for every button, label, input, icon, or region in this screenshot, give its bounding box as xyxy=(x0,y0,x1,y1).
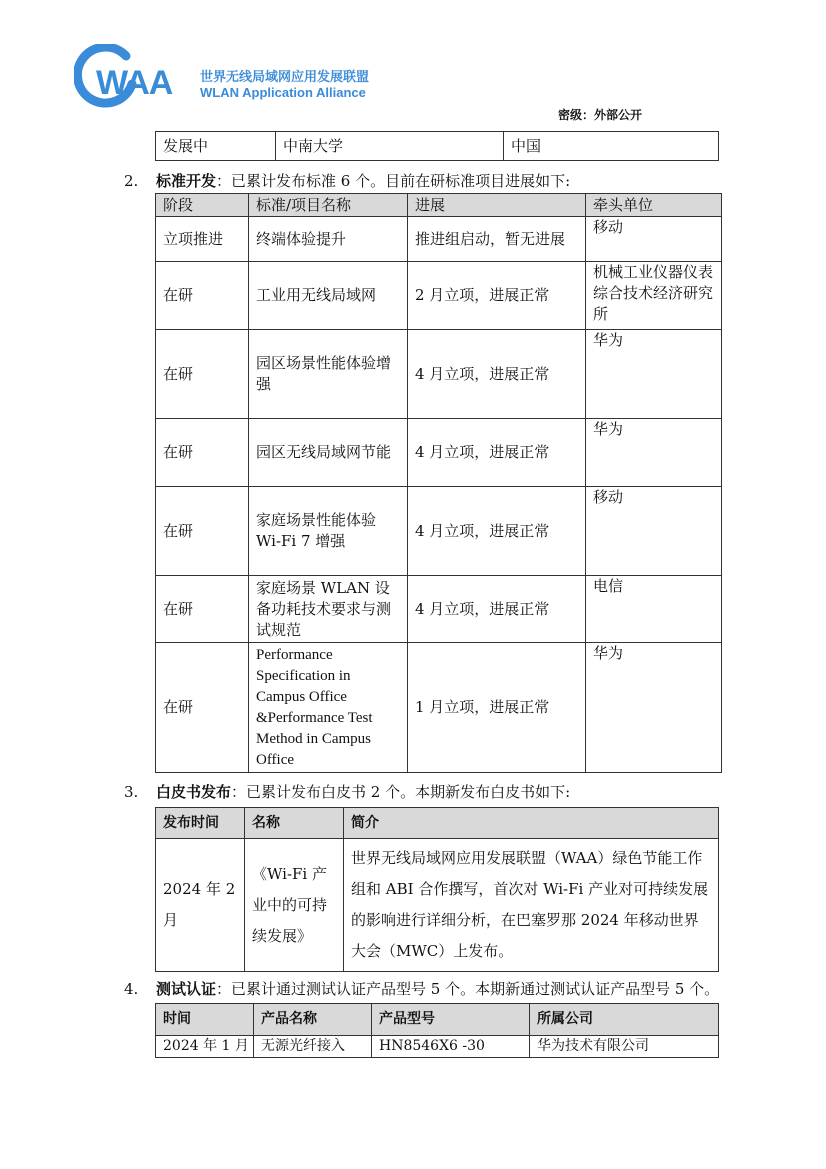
confidentiality-label: 密级：外部公开 xyxy=(558,108,643,122)
table-cell: 华为 xyxy=(586,643,722,773)
column-header: 进展 xyxy=(408,194,586,217)
column-header: 时间 xyxy=(156,1004,254,1036)
continued-table xyxy=(155,131,719,161)
standards-table xyxy=(155,193,722,773)
table-cell: 园区无线局域网节能 xyxy=(249,419,408,487)
table-cell: 2024 年 1 月 xyxy=(156,1036,254,1058)
section-title: 测试认证 xyxy=(156,980,217,998)
table-cell: 4 月立项，进展正常 xyxy=(408,419,586,487)
column-header: 标准/项目名称 xyxy=(249,194,408,217)
table-header-row xyxy=(156,1004,719,1036)
table-cell: 无源光纤接入 xyxy=(254,1036,372,1058)
table-cell: 家庭场景 WLAN 设备功耗技术要求与测试规范 xyxy=(249,576,408,643)
table-row xyxy=(156,217,722,262)
table-cell: 机械工业仪器仪表综合技术经济研究所 xyxy=(586,262,722,330)
section-text: ：已累计发布白皮书 2 个。本期新发布白皮书如下: xyxy=(231,783,571,801)
section-number: 2. xyxy=(124,172,139,190)
table-row xyxy=(156,262,722,330)
table-cell: 在研 xyxy=(156,419,249,487)
column-header: 产品型号 xyxy=(372,1004,530,1036)
section-number: 4. xyxy=(124,980,139,998)
section-2-heading xyxy=(124,170,570,191)
table-header-row xyxy=(156,194,722,217)
table-row xyxy=(156,643,722,773)
table-cell: 工业用无线局域网 xyxy=(249,262,408,330)
table-row xyxy=(156,839,719,972)
waa-logo-text: WAA xyxy=(96,64,173,102)
section-text: ：已累计通过测试认证产品型号 5 个。本期新通过测试认证产品型号 5 个。 xyxy=(216,980,720,998)
table-row xyxy=(156,1036,719,1058)
table-row xyxy=(156,487,722,576)
table-cell: 4 月立项，进展正常 xyxy=(408,330,586,419)
table-cell: 4 月立项，进展正常 xyxy=(408,576,586,643)
column-header: 发布时间 xyxy=(156,808,245,839)
table-cell: HN8546X6 -30 xyxy=(372,1036,530,1058)
table-cell: 在研 xyxy=(156,643,249,773)
table-cell: 终端体验提升 xyxy=(249,217,408,262)
table-cell: 世界无线局域网应用发展联盟（WAA）绿色节能工作组和 ABI 合作撰写，首次对 Wi-Fi 产业对可持续发展的影响进行详细分析，在巴塞罗那 2024 年移动世界大会（MWC）上发布。 xyxy=(344,839,719,972)
section-title: 白皮书发布 xyxy=(156,783,232,801)
table-cell: 华为技术有限公司 xyxy=(530,1036,719,1058)
org-name-en: WLAN Application Alliance xyxy=(200,85,366,100)
table-cell: 1 月立项，进展正常 xyxy=(408,643,586,773)
table-cell: 在研 xyxy=(156,576,249,643)
table-cell: Performance Specification in Campus Office &Performance Test Method in Campus Office xyxy=(249,643,408,773)
column-header: 牵头单位 xyxy=(586,194,722,217)
column-header: 产品名称 xyxy=(254,1004,372,1036)
column-header: 简介 xyxy=(344,808,719,839)
section-3-heading xyxy=(124,781,570,802)
table-cell: 电信 xyxy=(586,576,722,643)
table-row xyxy=(156,576,722,643)
certification-table xyxy=(155,1003,719,1058)
table-cell: 《Wi-Fi 产业中的可持续发展》 xyxy=(245,839,344,972)
table-cell: 发展中 xyxy=(156,132,276,161)
section-text: ：已累计发布标准 6 个。目前在研标准项目进展如下: xyxy=(216,172,571,190)
table-cell: 2024 年 2 月 xyxy=(156,839,245,972)
table-header-row xyxy=(156,808,719,839)
table-cell: 立项推进 xyxy=(156,217,249,262)
section-number: 3. xyxy=(124,783,139,801)
section-4-heading xyxy=(124,978,719,999)
table-cell: 华为 xyxy=(586,419,722,487)
table-cell: 中国 xyxy=(504,132,719,161)
table-row xyxy=(156,419,722,487)
table-cell: 推进组启动，暂无进展 xyxy=(408,217,586,262)
table-row xyxy=(156,330,722,419)
table-cell: 移动 xyxy=(586,487,722,576)
table-cell: 在研 xyxy=(156,330,249,419)
table-cell: 华为 xyxy=(586,330,722,419)
org-name-cn: 世界无线局域网应用发展联盟 xyxy=(200,70,370,85)
column-header: 名称 xyxy=(245,808,344,839)
table-cell: 在研 xyxy=(156,262,249,330)
table-row xyxy=(156,132,719,161)
table-cell: 家庭场景性能体验 Wi-Fi 7 增强 xyxy=(249,487,408,576)
section-title: 标准开发 xyxy=(156,172,217,190)
table-cell: 4 月立项，进展正常 xyxy=(408,487,586,576)
table-cell: 在研 xyxy=(156,487,249,576)
column-header: 所属公司 xyxy=(530,1004,719,1036)
table-cell: 园区场景性能体验增强 xyxy=(249,330,408,419)
table-cell: 移动 xyxy=(586,217,722,262)
whitepaper-table xyxy=(155,807,719,972)
column-header: 阶段 xyxy=(156,194,249,217)
table-cell: 2 月立项，进展正常 xyxy=(408,262,586,330)
table-cell: 中南大学 xyxy=(276,132,504,161)
